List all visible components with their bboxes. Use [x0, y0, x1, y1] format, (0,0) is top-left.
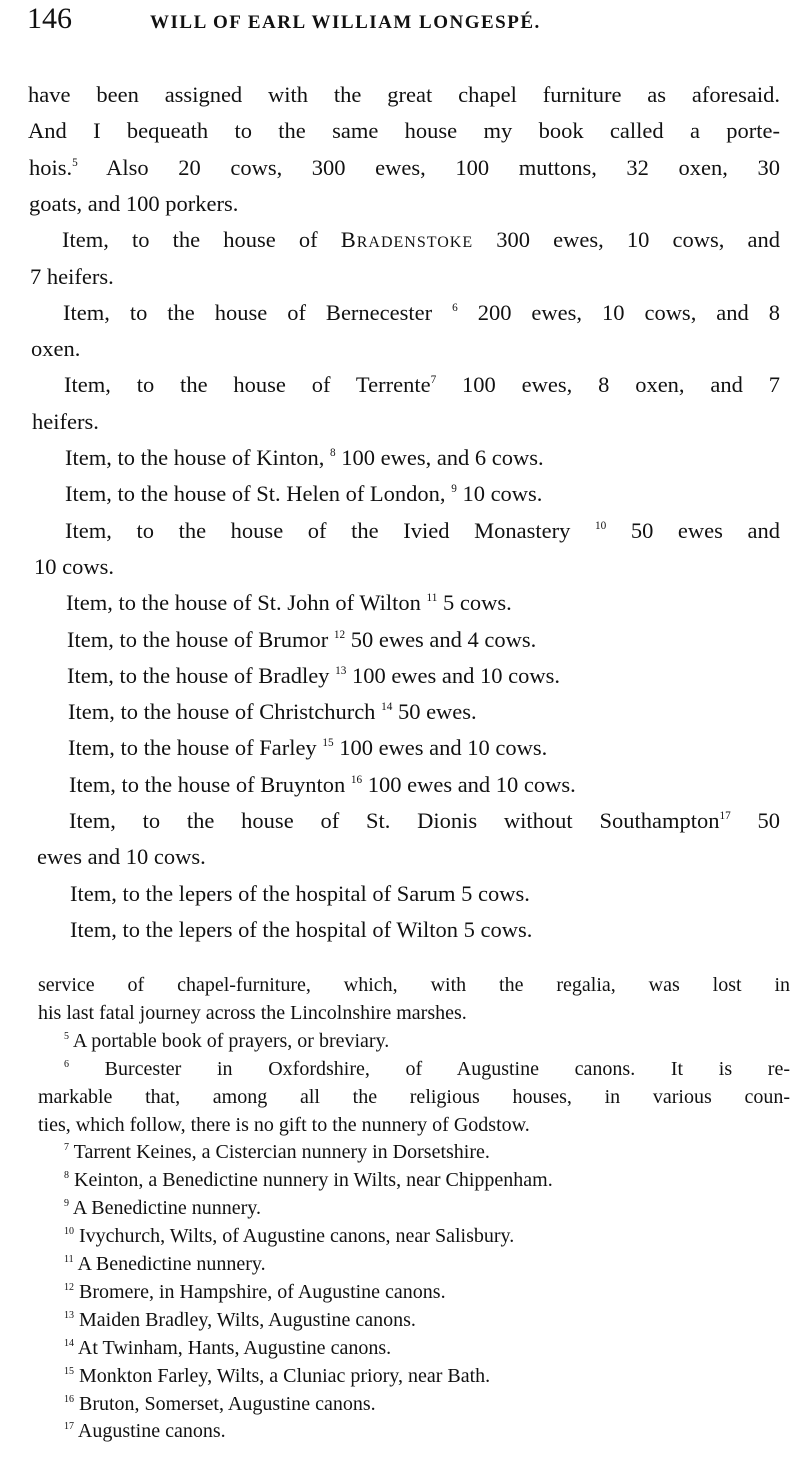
body-line — [65, 443, 544, 473]
text-run: 100 ewes and 10 cows. — [362, 771, 576, 797]
text-run: 50 ewes and 4 cows. — [345, 626, 537, 652]
footnote-marker: 12 — [333, 628, 346, 641]
footnote-line — [64, 1251, 266, 1277]
text-run: 100 ewes, 8 oxen, and 7 — [436, 372, 781, 398]
page-number: 146 — [27, 2, 72, 35]
text-run: Item, to the house of St. Dionis without Southampton — [69, 808, 720, 833]
footnote-line — [38, 1000, 467, 1026]
text-run: Item, to the house of St. Helen of London, — [65, 481, 452, 507]
text-run: Burcester in Oxfordshire, of Augustine canons. It is re- — [69, 1057, 790, 1080]
text-run: Ivychurch, Wilts, of Augustine canons, near Salisbury. — [74, 1225, 515, 1248]
footnote-line — [64, 1335, 391, 1361]
text-run: 10 cows. — [456, 481, 543, 507]
footnote-line — [64, 1028, 389, 1054]
footnote-marker: 5 — [72, 156, 78, 169]
footnote-marker: 10 — [64, 1226, 74, 1238]
footnote-marker: 8 — [64, 1170, 69, 1182]
text-run: Item, to the house of Terrente — [64, 372, 431, 398]
text-run: ewes and 10 cows. — [37, 844, 206, 870]
footnote-line — [64, 1279, 446, 1305]
footnote-marker: 8 — [329, 447, 336, 459]
footnote-marker: 14 — [64, 1337, 74, 1349]
footnote-line — [64, 1363, 490, 1389]
footnote-line — [64, 1418, 226, 1444]
text-run: Augustine canons. — [74, 1420, 226, 1443]
text-run: Monkton Farley, Wilts, a Cluniac priory, near Bath. — [74, 1364, 491, 1387]
text-run: heifers. — [32, 408, 99, 434]
footnote-marker: 11 — [426, 592, 438, 605]
body-line — [70, 915, 532, 945]
footnote-line — [64, 1139, 490, 1165]
body-line — [69, 770, 576, 800]
text-run: Item, to the house of Farley — [68, 735, 323, 761]
body-line — [67, 661, 560, 691]
footnote-marker: 10 — [594, 519, 607, 532]
text-run: 50 ewes. — [392, 699, 477, 725]
body-line — [64, 370, 780, 400]
footnote-marker: 12 — [64, 1281, 74, 1293]
body-line — [28, 80, 780, 110]
body-line — [63, 298, 780, 328]
footnote-marker: 9 — [451, 483, 457, 496]
footnote-line — [64, 1056, 790, 1082]
text-run: 50 — [730, 808, 781, 833]
footnote-marker: 13 — [64, 1309, 74, 1321]
text-run: Maiden Bradley, Wilts, Augustine canons. — [74, 1308, 416, 1331]
text-run: 5 cows. — [437, 590, 512, 616]
body-line — [34, 552, 114, 582]
footnote-line — [64, 1307, 416, 1333]
footnote-line — [64, 1391, 376, 1417]
text-run: Item, to the house of Brumor — [67, 626, 334, 652]
text-run: Item, to the house of Christchurch — [68, 699, 382, 725]
footnote-line — [38, 1084, 790, 1110]
footnote-line — [64, 1195, 261, 1221]
footnote-line — [64, 1167, 553, 1193]
body-line — [32, 407, 99, 437]
text-run: service of chapel-furniture, which, with the regalia, was lost in — [38, 974, 790, 996]
footnote-marker: 14 — [381, 701, 393, 714]
text-run: Item, to the lepers of the hospital of Sarum 5 cows. — [70, 880, 530, 906]
body-line — [65, 479, 542, 509]
text-run: Also 20 cows, 300 ewes, 100 muttons, 32 oxen, 30 — [77, 154, 780, 180]
text-run: 300 ewes, 10 cows, and — [473, 227, 780, 253]
footnote-marker: 6 — [452, 301, 458, 314]
text-run: Item, to the house of Kinton, — [65, 445, 330, 470]
text-run: 100 ewes and 10 cows. — [346, 662, 561, 688]
body-line — [31, 334, 80, 364]
text-run: A Benedictine nunnery. — [69, 1197, 261, 1220]
text-run: At Twinham, Hants, Augustine canons. — [74, 1336, 392, 1359]
body-line — [37, 842, 206, 872]
place-name: Bradenstoke — [340, 227, 474, 253]
text-run: hois. — [29, 154, 73, 180]
text-run: ties, which follow, there is no gift to the nunnery of Godstow. — [38, 1113, 530, 1136]
text-run: Item, to the house of the Ivied Monastery — [65, 517, 595, 543]
footnote-marker: 5 — [64, 1030, 69, 1042]
body-line — [29, 153, 780, 183]
text-run: 50 ewes and — [606, 517, 781, 543]
footnote-marker: 15 — [322, 737, 334, 750]
footnote-marker: 17 — [64, 1421, 74, 1433]
text-run: his last fatal journey across the Lincolnshire marshes. — [38, 1001, 467, 1024]
text-run: Bruton, Somerset, Augustine canons. — [74, 1392, 376, 1415]
footnote-line — [38, 972, 790, 998]
text-run: Item, to the house of — [62, 227, 341, 253]
footnote-marker: 16 — [350, 773, 363, 786]
footnote-marker: 6 — [64, 1058, 69, 1070]
text-run: And I bequeath to the same house my book called a porte- — [28, 118, 780, 144]
text-run: have been assigned with the great chapel furniture as aforesaid. — [28, 82, 780, 107]
body-line — [68, 733, 547, 763]
text-run: goats, and 100 porkers. — [29, 190, 239, 216]
body-line — [30, 262, 114, 292]
footnote-marker: 7 — [64, 1142, 69, 1154]
text-run: Item, to the house of Bernecester — [63, 299, 453, 325]
running-title: WILL OF EARL WILLIAM LONGESPÉ. — [150, 12, 541, 33]
body-line — [66, 588, 512, 618]
body-line — [29, 189, 238, 219]
footnote-marker: 17 — [719, 810, 731, 822]
text-run: Item, to the house of St. John of Wilton — [66, 590, 427, 616]
body-line — [68, 697, 477, 727]
body-line — [70, 879, 530, 909]
text-run: 7 heifers. — [30, 263, 114, 289]
text-run: oxen. — [31, 336, 81, 362]
footnote-line — [64, 1223, 514, 1249]
footnote-marker: 9 — [64, 1198, 69, 1210]
text-run: A portable book of prayers, or breviary. — [69, 1029, 390, 1052]
footnote-marker: 13 — [335, 664, 347, 677]
text-run: 200 ewes, 10 cows, and 8 — [457, 299, 780, 325]
text-run: Item, to the lepers of the hospital of Wilton 5 cows. — [70, 916, 533, 942]
text-run: Item, to the house of Bruynton — [69, 771, 351, 797]
body-line — [62, 225, 780, 255]
text-run: 10 cows. — [34, 553, 114, 579]
text-run: Bromere, in Hampshire, of Augustine canons. — [74, 1280, 446, 1303]
text-run: 100 ewes and 10 cows. — [333, 735, 548, 761]
text-run: markable that, among all the religious houses, in various coun- — [38, 1085, 790, 1108]
footnote-marker: 16 — [64, 1393, 74, 1405]
body-line — [67, 625, 536, 655]
footnote-line — [38, 1112, 530, 1138]
text-run: A Benedictine nunnery. — [73, 1253, 266, 1275]
body-line — [65, 516, 780, 546]
text-run: Tarrent Keines, a Cistercian nunnery in Dorsetshire. — [69, 1141, 490, 1164]
footnote-marker: 11 — [64, 1254, 74, 1265]
footnote-marker: 15 — [64, 1365, 74, 1377]
text-run: Keinton, a Benedictine nunnery in Wilts, near Chippenham. — [69, 1169, 553, 1192]
footnote-marker: 7 — [430, 374, 437, 387]
body-line — [28, 116, 780, 146]
text-run: 100 ewes, and 6 cows. — [335, 445, 544, 470]
body-line — [69, 806, 780, 836]
text-run: Item, to the house of Bradley — [67, 662, 336, 688]
